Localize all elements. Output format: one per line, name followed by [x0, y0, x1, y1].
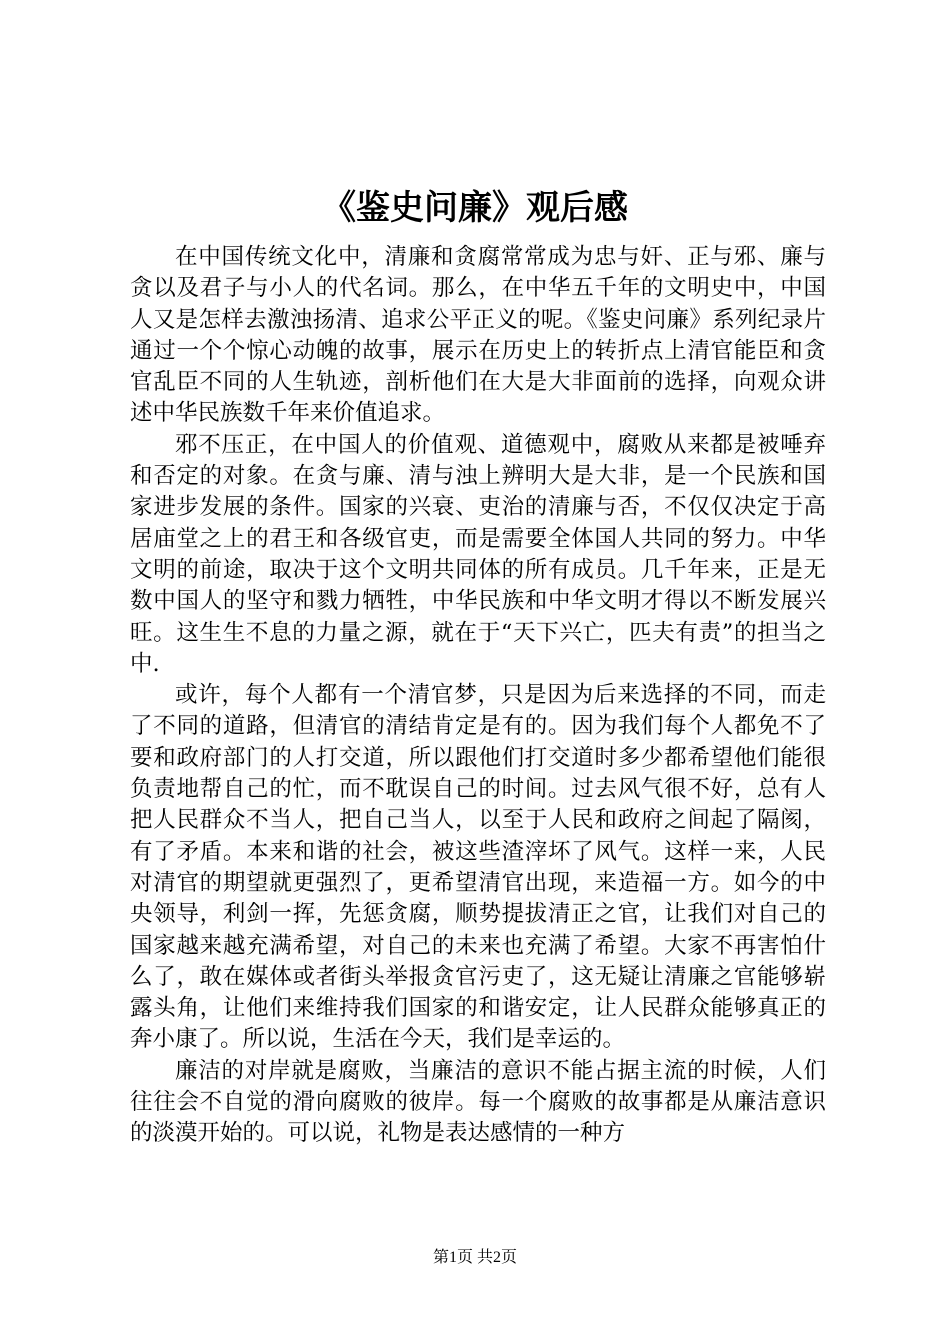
paragraph-3: 或许，每个人都有一个清官梦，只是因为后来选择的不同，而走了不同的道路，但清官的清结肯定是有的。因为我们每个人都免不了要和政府部门的人打交道，所以跟他们打交道时多少都希望他们能很负责地帮自己的忙，而不耽误自己的时间。过去风气很不好，总有人把人民群众不当人，把自己当人，以至于人民和政府之间起了隔阂，有了矛盾。本来和谐的社会，被这些渣滓坏了风气。这样一来，人民对清官的期望就更强烈了，更希望清官出现，来造福一方。如今的中央领导，利剑一挥，先惩贪腐，顺势提拔清正之官，让我们对自己的国家越来越充满希望，对自己的未来也充满了希望。大家不再害怕什么了，敢在媒体或者街头举报贪官污吏了，这无疑让清廉之官能够崭露头角，让他们来维持我们国家的和谐安定，让人民群众能够真正的奔小康了。所以说，生活在今天，我们是幸运的。 [130, 682, 826, 1053]
page-title: 《鉴史问廉》观后感 [322, 188, 628, 228]
paragraph-2: 邪不压正，在中国人的价值观、道德观中，腐败从来都是被唾弃和否定的对象。在贪与廉、清与浊上辨明大是大非，是一个民族和国家进步发展的条件。国家的兴衰、吏治的清廉与否，不仅仅决定于高居庙堂之上的君王和各级官吏，而是需要全体国人共同的努力。中华文明的前途，取决于这个文明共同体的所有成员。几千年来，正是无数中国人的坚守和戮力牺牲，中华民族和中华文明才得以不断发展兴旺。这生生不息的力量之源，就在于“天下兴亡，匹夫有责”的担当之中. [130, 431, 826, 677]
paragraph-1: 在中国传统文化中，清廉和贪腐常常成为忠与奸、正与邪、廉与贪以及君子与小人的代名词。那么，在中华五千年的文明史中，中国人又是怎样去激浊扬清、追求公平正义的呢。《鉴史问廉》系列纪录片通过一个个惊心动魄的故事，展示在历史上的转折点上清官能臣和贪官乱臣不同的人生轨迹，剖析他们在大是大非面前的选择，向观众讲述中华民族数千年来价值追求。 [130, 244, 826, 427]
paragraph-4: 廉洁的对岸就是腐败，当廉洁的意识不能占据主流的时候，人们往往会不自觉的滑向腐败的彼岸。每一个腐败的故事都是从廉洁意识的淡漠开始的。可以说，礼物是表达感情的一种方 [130, 1057, 826, 1147]
page-footer: 第1页 共2页 [432, 1249, 517, 1266]
document-body [130, 242, 826, 1150]
